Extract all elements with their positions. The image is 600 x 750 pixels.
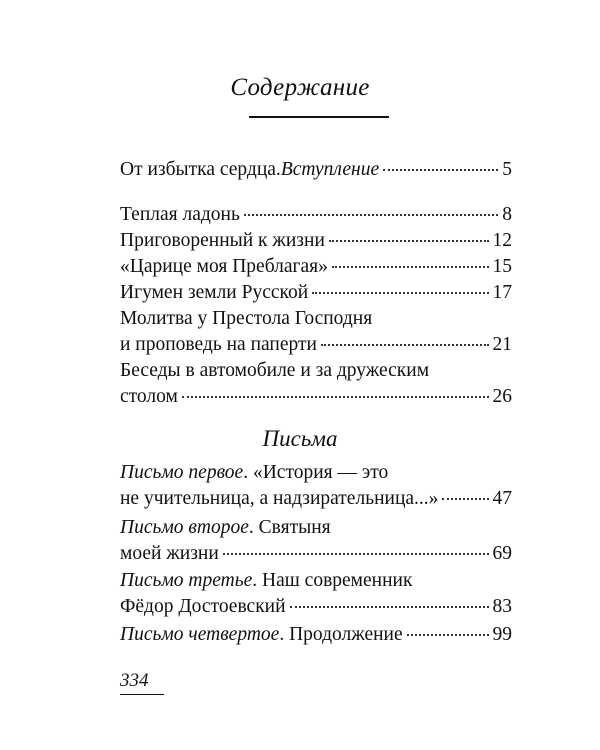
- entry-text-line2: столом: [120, 386, 178, 407]
- toc-entry-intro[interactable]: [120, 157, 512, 183]
- page-number: 47: [492, 488, 512, 509]
- page-number: 83: [492, 596, 512, 617]
- entry-text-line1: Молитва у Престола Господня: [120, 308, 373, 329]
- entry-text-line2: не учительница, а надзирательница...»: [120, 488, 439, 509]
- dot-leader: [223, 553, 489, 555]
- entry-text-line1: . Наш современник: [252, 570, 413, 591]
- entry-text: «Царице моя Преблагая»: [120, 256, 328, 277]
- entry-text: Теплая ладонь: [120, 204, 240, 225]
- page-number: 15: [492, 256, 512, 277]
- toc-entry-letter[interactable]: [120, 568, 512, 620]
- toc-entry[interactable]: [120, 228, 512, 254]
- entry-italic: Письмо первое: [120, 462, 244, 483]
- page-number: 21: [492, 334, 512, 355]
- toc-entry[interactable]: [120, 306, 512, 358]
- dot-leader: [312, 292, 488, 294]
- toc-entry-letter[interactable]: [120, 515, 512, 567]
- entry-text-line1: . Святыня: [248, 517, 331, 538]
- entry-text-line1: Беседы в автомобиле и за дружеским: [120, 360, 430, 381]
- dot-leader: [407, 634, 489, 636]
- entry-text: От избытка сердца.: [120, 159, 281, 180]
- dot-leader: [329, 240, 489, 242]
- entry-italic: Письмо второе: [120, 517, 249, 538]
- entry-text: Игумен земли Русской: [120, 282, 309, 303]
- page-number: 5: [502, 159, 512, 180]
- title-underline: [249, 116, 389, 118]
- dot-leader: [182, 396, 489, 398]
- section-title: Письма: [262, 426, 338, 451]
- dot-leader: [290, 606, 489, 608]
- toc-entry[interactable]: [120, 358, 512, 410]
- entry-text-line1: . «История — это: [243, 462, 389, 483]
- dot-leader: [321, 344, 489, 346]
- page-number: 69: [492, 543, 512, 564]
- footer-page-number: 334: [120, 670, 149, 691]
- page-number: 26: [492, 386, 512, 407]
- entry-text-line2: Фёдор Достоевский: [120, 596, 286, 617]
- toc-entry[interactable]: [120, 280, 512, 306]
- page-title: Содержание: [230, 74, 370, 101]
- dot-leader: [383, 169, 498, 171]
- entry-italic: Письмо четвертое: [120, 624, 280, 645]
- entry-italic: Вступление: [280, 159, 380, 180]
- page-number: 99: [492, 624, 512, 645]
- dot-leader: [442, 498, 488, 500]
- entry-text-line2: моей жизни: [120, 543, 219, 564]
- toc-entry-letter[interactable]: [120, 460, 512, 512]
- entry-italic: Письмо третье: [120, 570, 253, 591]
- toc-entry[interactable]: [120, 254, 512, 280]
- dot-leader: [244, 214, 498, 216]
- toc-entry[interactable]: [120, 202, 512, 228]
- footer-rule: [120, 694, 164, 695]
- toc-entry-letter[interactable]: [120, 622, 512, 648]
- dot-leader: [332, 266, 489, 268]
- page-number: 8: [502, 204, 512, 225]
- page-number: 12: [492, 230, 512, 251]
- page-number: 17: [492, 282, 512, 303]
- entry-text-line1: . Продолжение: [279, 624, 403, 645]
- entry-text: Приговоренный к жизни: [120, 230, 325, 251]
- entry-text-line2: и проповедь на паперти: [120, 334, 317, 355]
